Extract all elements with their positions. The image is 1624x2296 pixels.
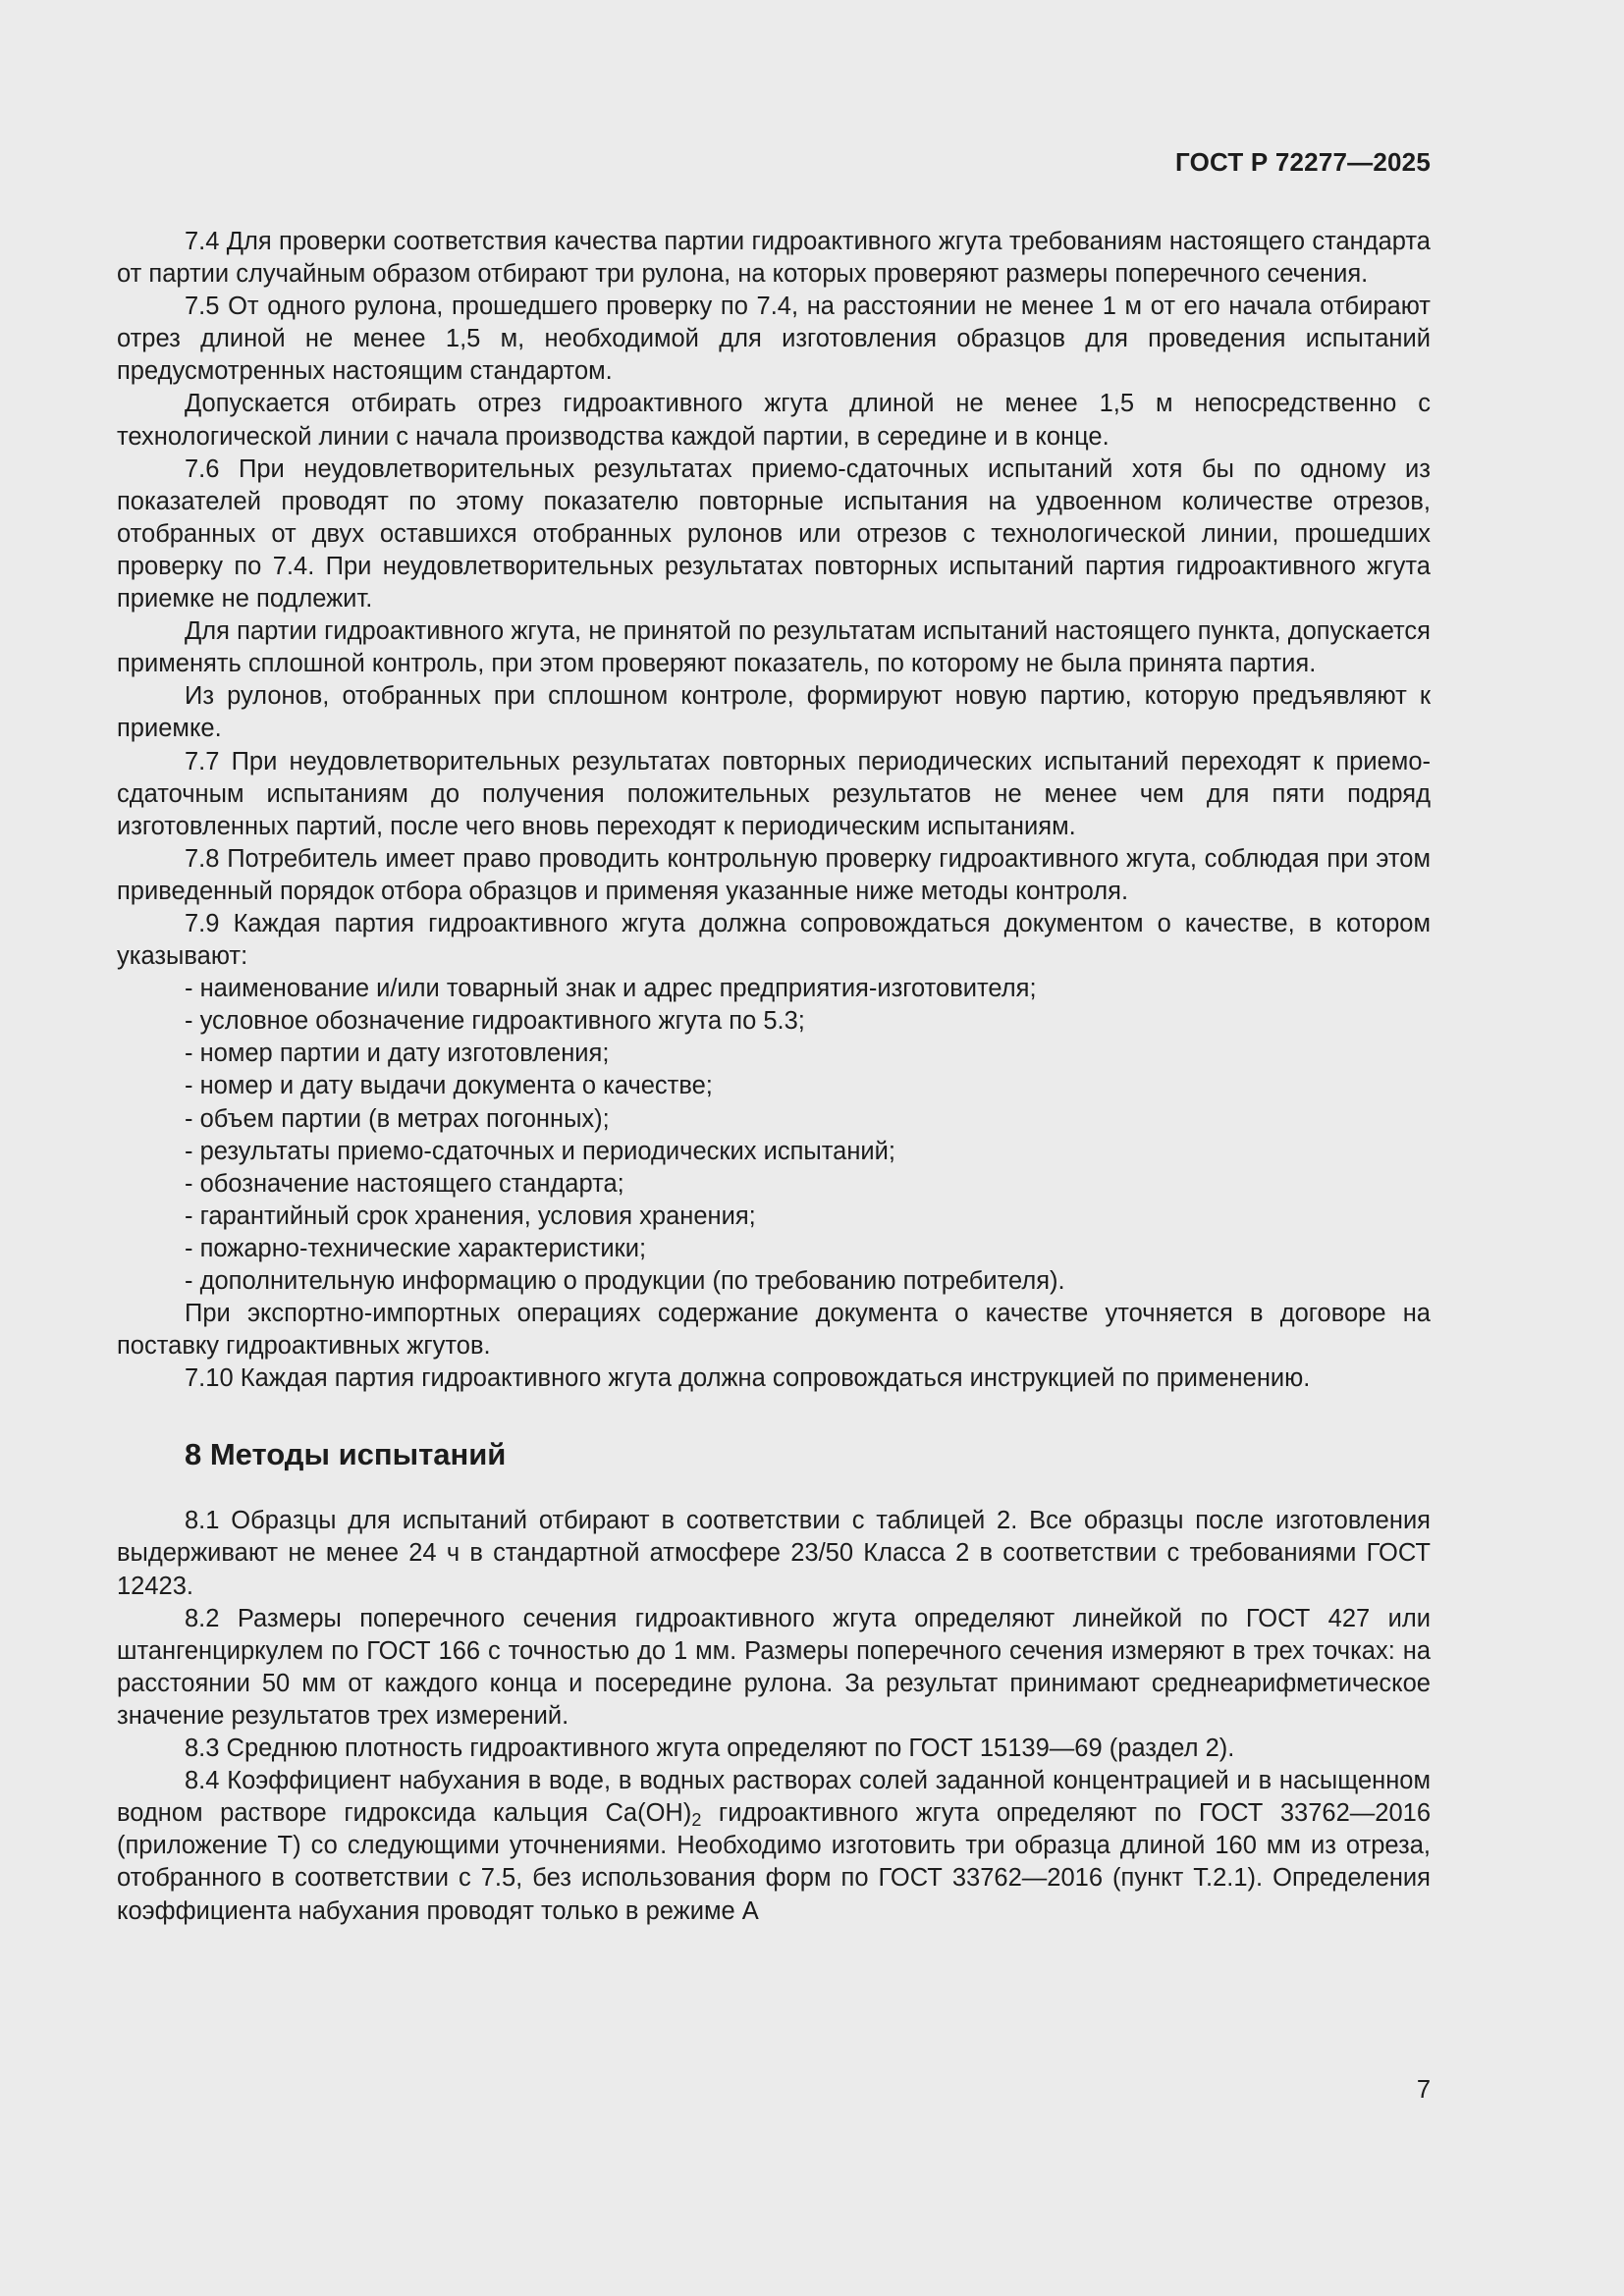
paragraph-7-9-extra: При экспортно-импортных операциях содержание документа о качестве уточняется в договоре на поставку гидроактивных жгутов.	[117, 1300, 1431, 1361]
paragraph-8-4-part-1: 8.4 Коэффициент набухания в воде, в водных растворах солей заданной концентрацией и в насыщенном водном растворе гидроксида кальция Ca(OH)	[117, 1767, 1431, 1828]
document-id: ГОСТ Р 72277—2025	[1175, 147, 1431, 177]
page-number: 7	[1416, 2076, 1431, 2104]
list-item: - пожарно-технические характеристики;	[185, 1233, 1431, 1265]
paragraph-7-5-extra: Допускается отбирать отрез гидроактивного жгута длиной не менее 1,5 м непосредственно с технологической линии с начала производства каждой партии, в середине и в конце.	[117, 390, 1431, 451]
list-item: - гарантийный срок хранения, условия хранения;	[185, 1201, 1431, 1233]
paragraph-7-7: 7.7 При неудовлетворительных результатах повторных периодических испытаний переходят к приемо-сдаточным испытаниям до получения положительных результатов не менее чем для пяти подряд изготовленных партий, после чего вновь переходят к периодическим испытаниям.	[117, 747, 1431, 840]
list-item: - номер и дату выдачи документа о качестве;	[185, 1070, 1431, 1102]
subscript: 2	[691, 1810, 702, 1831]
section-heading: 8 Методы испытаний	[185, 1437, 507, 1472]
list-item: - номер партии и дату изготовления;	[185, 1038, 1431, 1070]
paragraph-7-8: 7.8 Потребитель имеет право проводить контрольную проверку гидроактивного жгута, соблюдая при этом приведенный порядок отбора образцов и применяя указанные ниже методы контроля.	[117, 844, 1431, 905]
paragraph-8-1: 8.1 Образцы для испытаний отбирают в соответствии с таблицей 2. Все образцы после изготовления выдерживают не менее 24 ч в стандартной атмосфере 23/50 Класса 2 в соответствии с требованиями ГОСТ 12423.	[117, 1507, 1431, 1600]
page-body	[117, 226, 1431, 1928]
paragraph-8-4	[117, 1765, 1431, 1927]
list-item: - наименование и/или товарный знак и адрес предприятия-изготовителя;	[185, 973, 1431, 1005]
paragraph-7-5: 7.5 От одного рулона, прошедшего проверку по 7.4, на расстоянии не менее 1 м от его начала отбирают отрез длиной не менее 1,5 м, необходимой для изготовления образцов для проведения испытаний предусмотренных настоящим стандартом.	[117, 293, 1431, 386]
paragraph-8-2: 8.2 Размеры поперечного сечения гидроактивного жгута определяют линейкой по ГОСТ 427 или штангенциркулем по ГОСТ 166 с точностью до 1 мм. Размеры поперечного сечения измеряют в трех точках: на расстоянии 50 мм от каждого конца и посередине рулона. За результат принимают среднеарифметическое значение результатов трех измерений.	[117, 1604, 1431, 1730]
paragraph-7-6: 7.6 При неудовлетворительных результатах приемо-сдаточных испытаний хотя бы по одному из показателей проводят по этому показателю повторные испытания на удвоенном количестве отрезов, отобранных от двух оставшихся отобранных рулонов или отрезов с технологической линии, прошедших проверку по 7.4. При неудовлетворительных результатах повторных испытаний партия гидроактивного жгута приемке не подлежит.	[117, 454, 1431, 614]
paragraph-7-6-extra-2: Из рулонов, отобранных при сплошном контроле, формируют новую партию, которую предъявляют к приемке.	[117, 682, 1431, 743]
list-item: - условное обозначение гидроактивного жгута по 5.3;	[185, 1005, 1431, 1038]
paragraph-7-9: 7.9 Каждая партия гидроактивного жгута должна сопровождаться документом о качестве, в котором указывают:	[117, 909, 1431, 971]
paragraph-7-4: 7.4 Для проверки соответствия качества партии гидроактивного жгута требованиям настоящего стандарта от партии случайным образом отбирают три рулона, на которых проверяют размеры поперечного сечения.	[117, 228, 1431, 289]
paragraph-7-10: 7.10 Каждая партия гидроактивного жгута должна сопровождаться инструкцией по применению.	[185, 1364, 1311, 1393]
paragraph-8-3: 8.3 Среднюю плотность гидроактивного жгута определяют по ГОСТ 15139—69 (раздел 2).	[185, 1735, 1235, 1763]
list-item: - дополнительную информацию о продукции (по требованию потребителя).	[185, 1265, 1431, 1298]
paragraph-7-6-extra: Для партии гидроактивного жгута, не принятой по результатам испытаний настоящего пункта, допускается применять сплошной контроль, при этом проверяют показатель, по которому не была принята партия.	[117, 617, 1431, 678]
list-item: - обозначение настоящего стандарта;	[185, 1168, 1431, 1201]
list-item: - объем партии (в метрах погонных);	[185, 1103, 1431, 1136]
paragraph-8-4-part-2: гидроактивного жгута определяют по ГОСТ 33762—2016 (приложение Т) со следующими уточнениями. Необходимо изготовить три образца длиной 160 мм из отреза, отобранного в соответствии с 7.5, без использования форм по ГОСТ 33762—2016 (пункт Т.2.1). Определения коэффициента набухания проводят только в режиме А	[117, 1799, 1432, 1925]
list-item: - результаты приемо-сдаточных и периодических испытаний;	[185, 1136, 1431, 1168]
quality-document-list	[117, 973, 1431, 1298]
